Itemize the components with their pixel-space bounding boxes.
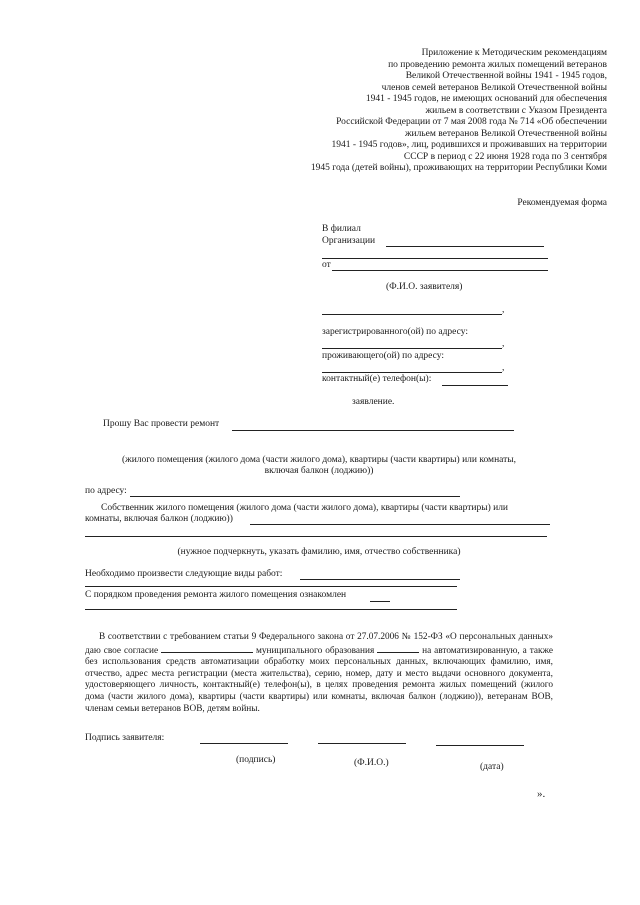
works-field-2[interactable] xyxy=(85,586,457,587)
header-line: 1945 года (детей войны), проживающих на территории Республики Коми xyxy=(310,163,607,173)
procedure-label: С порядком проведения ремонта жилого помещения ознакомлен xyxy=(85,590,347,600)
consent-text-1: В соответствии с требованием статьи 9 Федерального закона от 27.07.2006 № 152-ФЗ «О персональных данных» даю свое согласие xyxy=(85,632,553,656)
to-branch-label: В филиал xyxy=(322,224,361,234)
premises-caption-2: включая балкон (лоджию)) xyxy=(264,466,374,476)
header-line: СССР в период с 22 июня 1928 года по 3 сентября xyxy=(403,151,607,162)
organization-field-2[interactable] xyxy=(322,258,548,259)
from-label: от xyxy=(322,260,331,270)
owner-caption: (нужное подчеркнуть, указать фамилию, имя, отчество собственника) xyxy=(177,547,461,557)
owners-label-1: Собственник жилого помещения (жилого дома (части жилого дома), квартиры (части квартиры) или xyxy=(101,503,509,513)
signature-caption: (подпись) xyxy=(236,755,276,765)
recommended-form-label: Рекомендуемая форма xyxy=(517,198,607,208)
fio-caption: (Ф.И.О. заявителя) xyxy=(386,282,463,292)
date-field[interactable] xyxy=(436,745,524,746)
premises-caption-1: (жилого помещения (жилого дома (части жилого дома), квартиры (части квартиры) или комнаты, xyxy=(121,455,517,465)
owners-field[interactable] xyxy=(250,524,550,525)
applicant-name-field[interactable] xyxy=(322,314,502,315)
works-label: Необходимо произвести следующие виды работ: xyxy=(85,569,283,579)
header-line: Приложение к Методическим рекомендациям xyxy=(421,48,607,58)
closing-mark: ». xyxy=(537,788,546,800)
phone-field[interactable] xyxy=(442,385,508,386)
works-field[interactable] xyxy=(300,579,460,580)
request-label: Прошу Вас провести ремонт xyxy=(103,419,220,429)
signature-label: Подпись заявителя: xyxy=(85,733,165,743)
fio-field[interactable] xyxy=(318,743,406,744)
registered-label: зарегистрированного(ой) по адресу: xyxy=(322,327,468,337)
municipality-field[interactable] xyxy=(377,644,419,653)
fio-sign-caption: (Ф.И.О.) xyxy=(354,758,389,768)
consent-recipient-field[interactable] xyxy=(161,644,253,653)
comma: , xyxy=(502,339,505,349)
header-line: Российской Федерации от 7 мая 2008 года № 714 «Об обеспечении xyxy=(336,117,607,127)
consent-text-2: муниципального образования xyxy=(255,645,375,656)
organization-label: Организации xyxy=(322,236,376,246)
owners-field-2[interactable] xyxy=(85,536,547,537)
comma: , xyxy=(502,305,505,315)
repair-address-field[interactable] xyxy=(130,496,460,497)
consent-text-3: на автоматизированную, а также без использования средств автоматизации обработку моих персональных данных, включающих фамилию, имя, отчество, адрес места регистрации (места жительства), серию, номер, дату и место выдачи основного документа, удостоверяющего личность, контактный(е) телефон(ы), в целях проведения ремонта жилых помещений (жилого дома (части жилого дома), квартиры (части квартиры) или комнаты, включая балкон (лоджию)), ветеранам ВОВ, членам семьи ветеранов ВОВ, детям войны. xyxy=(85,645,553,714)
signature-field[interactable] xyxy=(200,743,288,744)
comma: , xyxy=(502,363,505,373)
living-label: проживающего(ой) по адресу: xyxy=(322,351,444,361)
header-line: по проведению ремонта жилых помещений ветеранов xyxy=(388,59,607,70)
repair-object-field[interactable] xyxy=(232,430,514,431)
address-label: по адресу: xyxy=(85,486,127,496)
from-field[interactable] xyxy=(332,270,548,271)
phone-label: контактный(е) телефон(ы): xyxy=(322,374,432,384)
header-line: 1941 - 1945 годов, не имеющих оснований для обеспечения xyxy=(365,94,607,104)
procedure-field-2[interactable] xyxy=(85,609,457,610)
living-address-field[interactable] xyxy=(322,372,502,373)
consent-paragraph xyxy=(85,632,553,715)
registered-address-field[interactable] xyxy=(322,348,502,349)
header-block xyxy=(311,48,607,175)
header-line: жильем в соответствии с Указом Президента xyxy=(425,105,607,116)
header-line: членов семей ветеранов Великой Отечественной войны xyxy=(381,82,607,93)
header-line: 1941 - 1945 годов», лиц, родившихся и проживавших на территории xyxy=(331,140,607,150)
header-line: жильем ветеранов Великой Отечественной войны xyxy=(404,128,607,139)
statement-title: заявление. xyxy=(352,397,395,407)
organization-field[interactable] xyxy=(386,246,544,247)
procedure-field[interactable] xyxy=(370,601,390,602)
date-caption: (дата) xyxy=(480,762,504,772)
header-line: Великой Отечественной войны 1941 - 1945 годов, xyxy=(405,71,607,81)
owners-label-2: комнаты, включая балкон (лоджию)) xyxy=(85,514,233,524)
